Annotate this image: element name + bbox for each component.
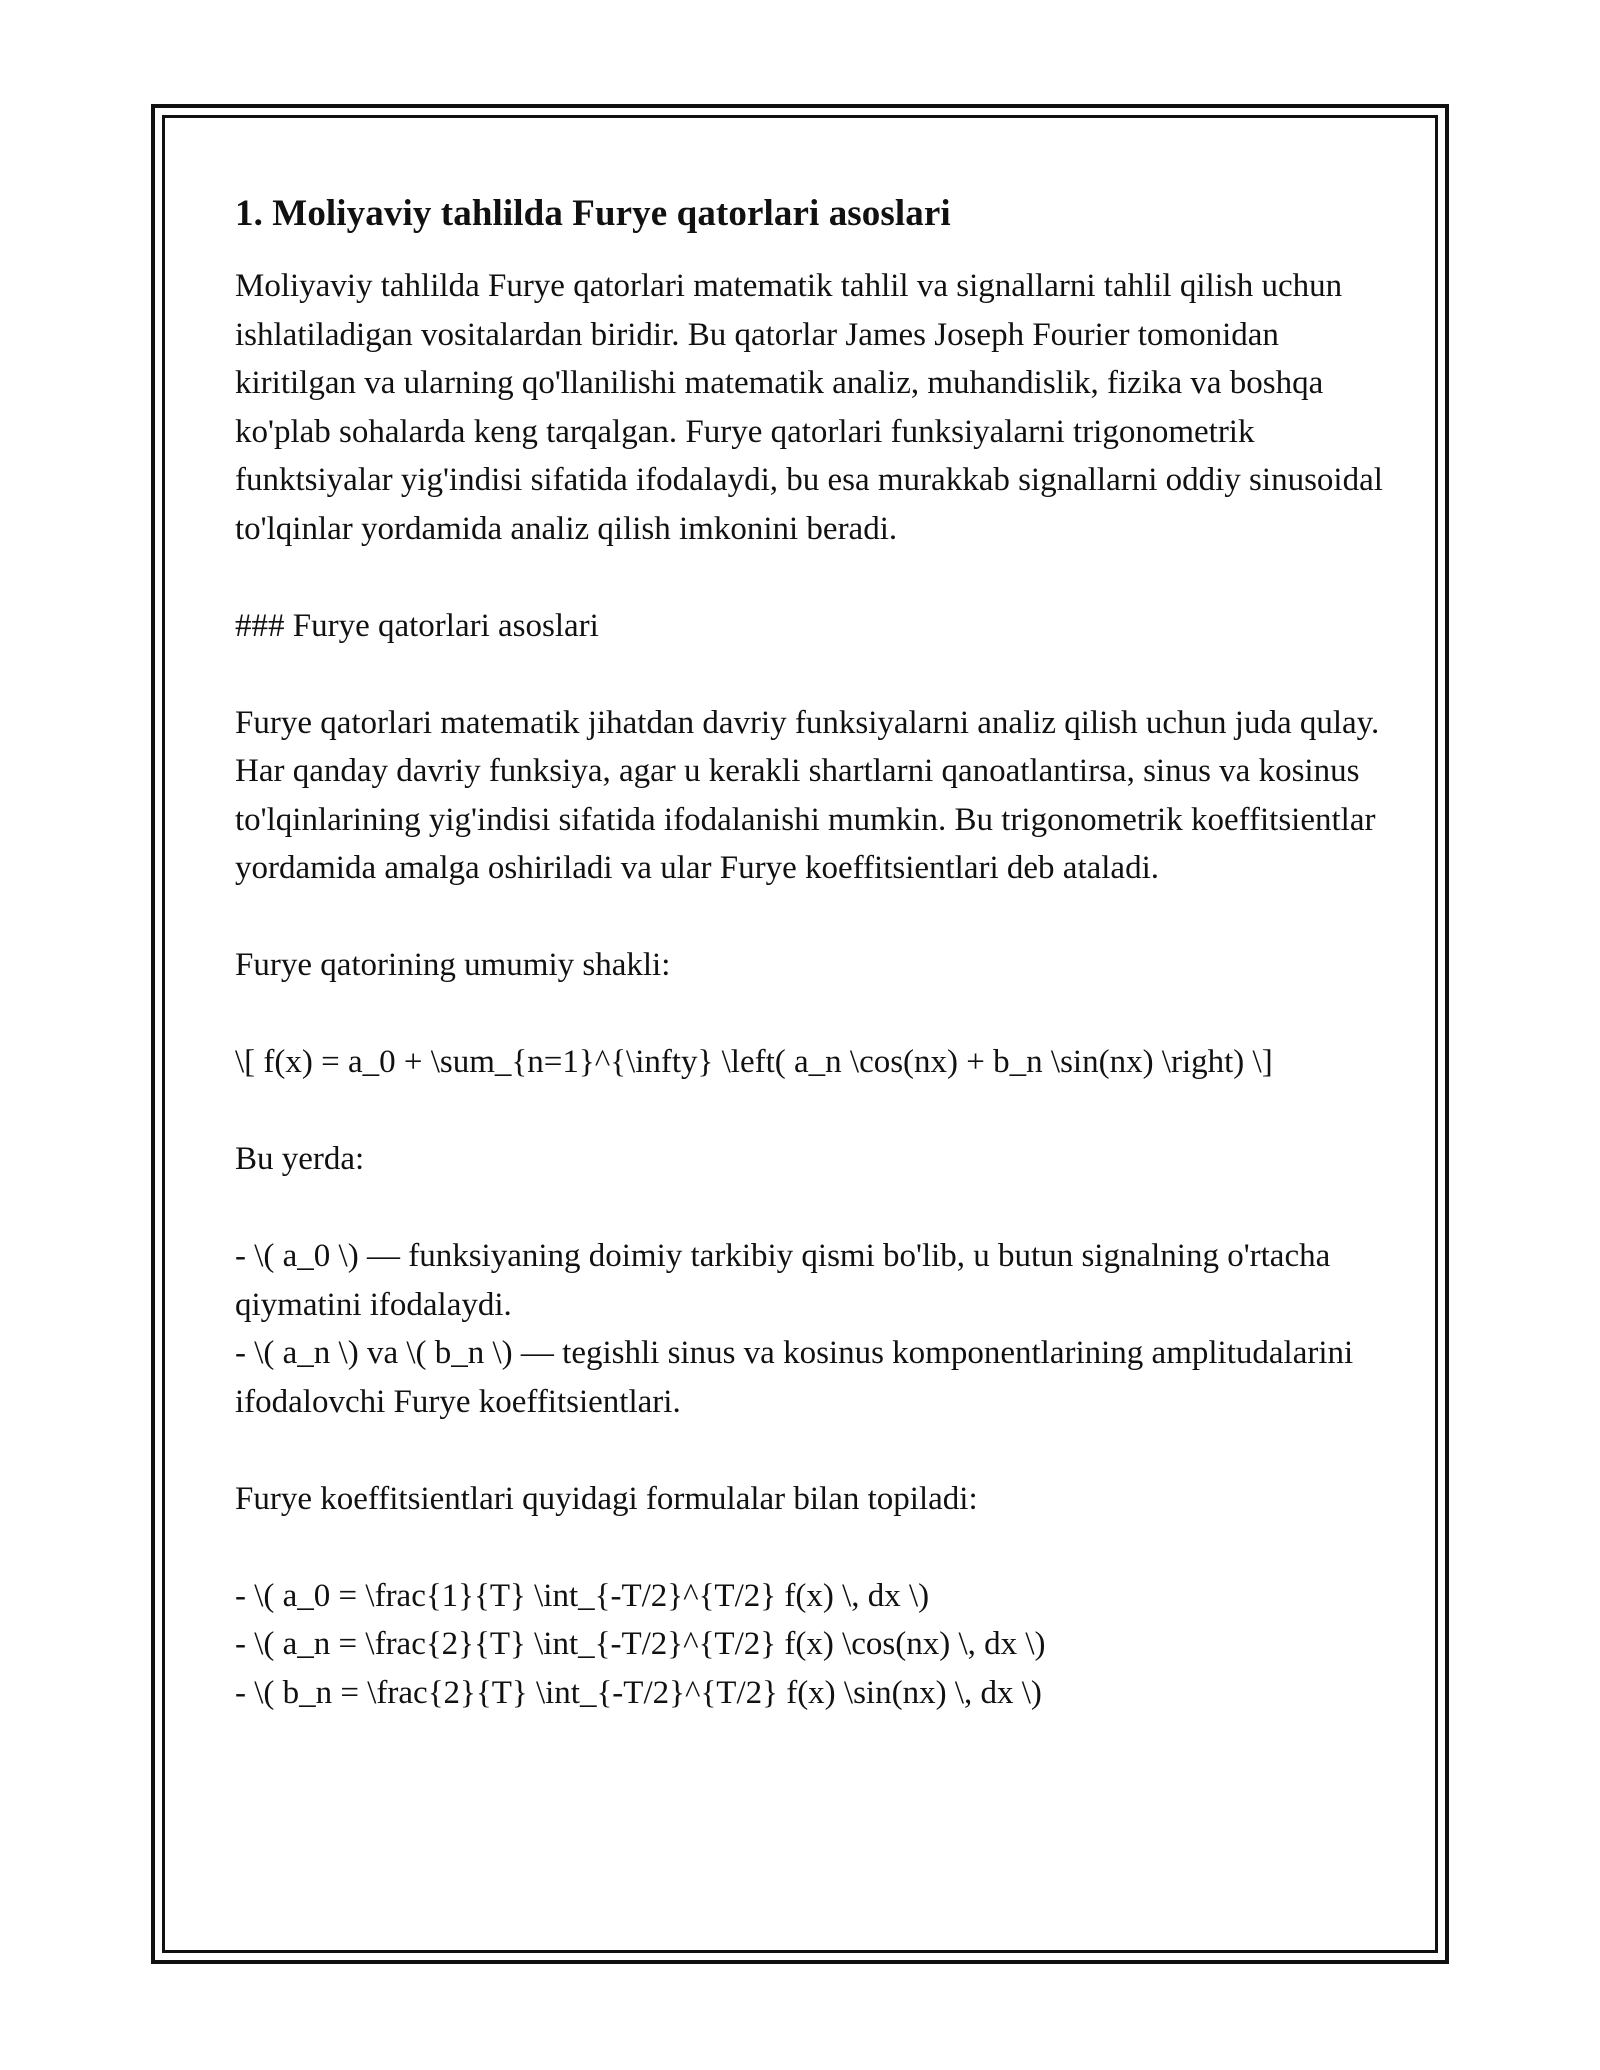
intro-paragraph: Moliyaviy tahlilda Furye qatorlari matematik tahlil va signallarni tahlil qilish uchun ishlatiladigan vositalardan biridir. Bu qatorlar James Joseph Fourier tomonidan kiritilgan va ularning qo'llanilishi matematik analiz, muhandislik, fizika va boshqa ko'plab sohalarda keng tarqalgan. Furye qatorlari funksiyalarni trigonometrik funktsiyalar yig'indisi sifatida ifodalaydi, bu esa murakkab signallarni oddiy sinusoidal to'lqinlar yordamida analiz qilish imkonini beradi. — [235, 268, 1383, 547]
spacer — [235, 990, 1385, 1039]
spacer — [235, 893, 1385, 942]
definition-an-bn: - \( a_n \) va \( b_n \) — tegishli sinus va kosinus komponentlarining amplitudalarini ifodalovchi Furye koeffitsientlari. — [235, 1335, 1354, 1420]
formula-bn: - \( b_n = \frac{2}{T} \int_{-T/2}^{T/2} f(x) \sin(nx) \, dx \) — [235, 1674, 1042, 1711]
spacer — [235, 1087, 1385, 1136]
document-body — [235, 190, 1385, 1717]
spacer — [235, 1184, 1385, 1233]
fourier-series-formula: \[ f(x) = a_0 + \sum_{n=1}^{\infty} \left( a_n \cos(nx) + b_n \sin(nx) \right) \] — [235, 1044, 1273, 1080]
formulas-intro: Furye koeffitsientlari quyidagi formulalar bilan topiladi: — [235, 1480, 978, 1517]
section-heading: 1. Moliyaviy tahlilda Furye qatorlari asoslari — [235, 193, 951, 234]
basics-paragraph: Furye qatorlari matematik jihatdan davriy funksiyalarni analiz qilish uchun juda qulay. Har qanday davriy funksiya, agar u kerakli shartlarni qanoatlantirsa, sinus va kosinus to'lqinlarining yig'indisi sifatida ifodalanishi mumkin. Bu trigonometrik koeffitsientlar yordamida amalga oshiriladi va ular Furye koeffitsientlari deb ataladi. — [235, 704, 1380, 886]
where-label: Bu yerda: — [235, 1141, 365, 1177]
spacer — [235, 1523, 1385, 1572]
spacer — [235, 1426, 1385, 1475]
definition-a0: - \( a_0 \) — funksiyaning doimiy tarkibiy qismi bo'lib, u butun signalning o'rtacha qiymatini ifodalaydi. — [235, 1238, 1331, 1323]
spacer — [235, 650, 1385, 699]
formula-a0: - \( a_0 = \frac{1}{T} \int_{-T/2}^{T/2} f(x) \, dx \) — [235, 1577, 930, 1614]
spacer — [235, 553, 1385, 602]
general-form-label: Furye qatorining umumiy shakli: — [235, 947, 671, 983]
subheading-markdown: ### Furye qatorlari asoslari — [235, 607, 599, 644]
formula-an: - \( a_n = \frac{2}{T} \int_{-T/2}^{T/2} f(x) \cos(nx) \, dx \) — [235, 1626, 1046, 1662]
